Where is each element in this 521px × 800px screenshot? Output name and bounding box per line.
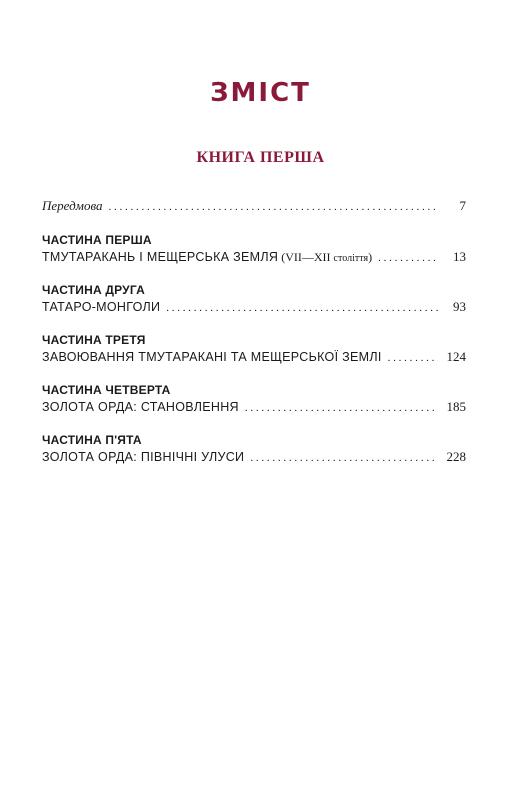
dot-leader	[250, 449, 438, 467]
toc-line	[42, 197, 466, 215]
part-heading: ЧАСТИНА ПЕРША	[42, 233, 152, 247]
part-title: ТАТАРО-МОНГОЛИ	[42, 300, 161, 314]
toc-entry-part-2[interactable]	[42, 282, 466, 316]
page-number: 7	[459, 198, 466, 213]
part-heading: ЧАСТИНА П'ЯТА	[42, 433, 142, 447]
part-title: ЗАВОЮВАННЯ ТМУТАРАКАНІ ТА МЕЩЕРСЬКОЇ ЗЕМЛІ	[42, 350, 382, 364]
toc-line	[42, 248, 466, 266]
page-number: 228	[446, 449, 466, 464]
toc-line	[42, 348, 466, 366]
toc-entry-preface[interactable]	[42, 197, 466, 215]
part-title	[42, 248, 372, 268]
page-title: ЗМІСТ	[210, 78, 311, 108]
part-heading: ЧАСТИНА ЧЕТВЕРТА	[42, 383, 171, 397]
dot-leader	[388, 349, 438, 367]
table-of-contents	[42, 197, 466, 482]
toc-line	[42, 298, 466, 316]
toc-line	[42, 398, 466, 416]
toc-entry-part-1[interactable]	[42, 232, 466, 266]
page-number: 13	[453, 249, 466, 264]
dot-leader	[245, 399, 438, 417]
dot-leader	[378, 249, 438, 267]
part-heading: ЧАСТИНА ТРЕТЯ	[42, 333, 146, 347]
part-heading: ЧАСТИНА ДРУГА	[42, 283, 145, 297]
part-title-paren-word: століття	[333, 253, 369, 264]
part-title: ЗОЛОТА ОРДА: СТАНОВЛЕННЯ	[42, 400, 239, 414]
toc-line	[42, 448, 466, 466]
page-number: 185	[446, 399, 466, 414]
dot-leader	[166, 299, 438, 317]
toc-entry-part-3[interactable]	[42, 332, 466, 366]
part-title-paren-open: (VII—XII	[278, 250, 334, 264]
page-number: 124	[446, 349, 466, 364]
part-title: ЗОЛОТА ОРДА: ПІВНІЧНІ УЛУСИ	[42, 450, 245, 464]
part-title-main: ТМУТАРАКАНЬ І МЕЩЕРСЬКА ЗЕМЛЯ	[42, 250, 279, 264]
page-number: 93	[453, 299, 466, 314]
dot-leader	[109, 198, 438, 216]
toc-entry-part-4[interactable]	[42, 382, 466, 416]
part-title-paren-close: )	[368, 250, 373, 264]
book-title: КНИГА ПЕРША	[196, 149, 325, 166]
toc-entry-part-5[interactable]	[42, 432, 466, 466]
preface-label: Передмова	[42, 198, 103, 213]
